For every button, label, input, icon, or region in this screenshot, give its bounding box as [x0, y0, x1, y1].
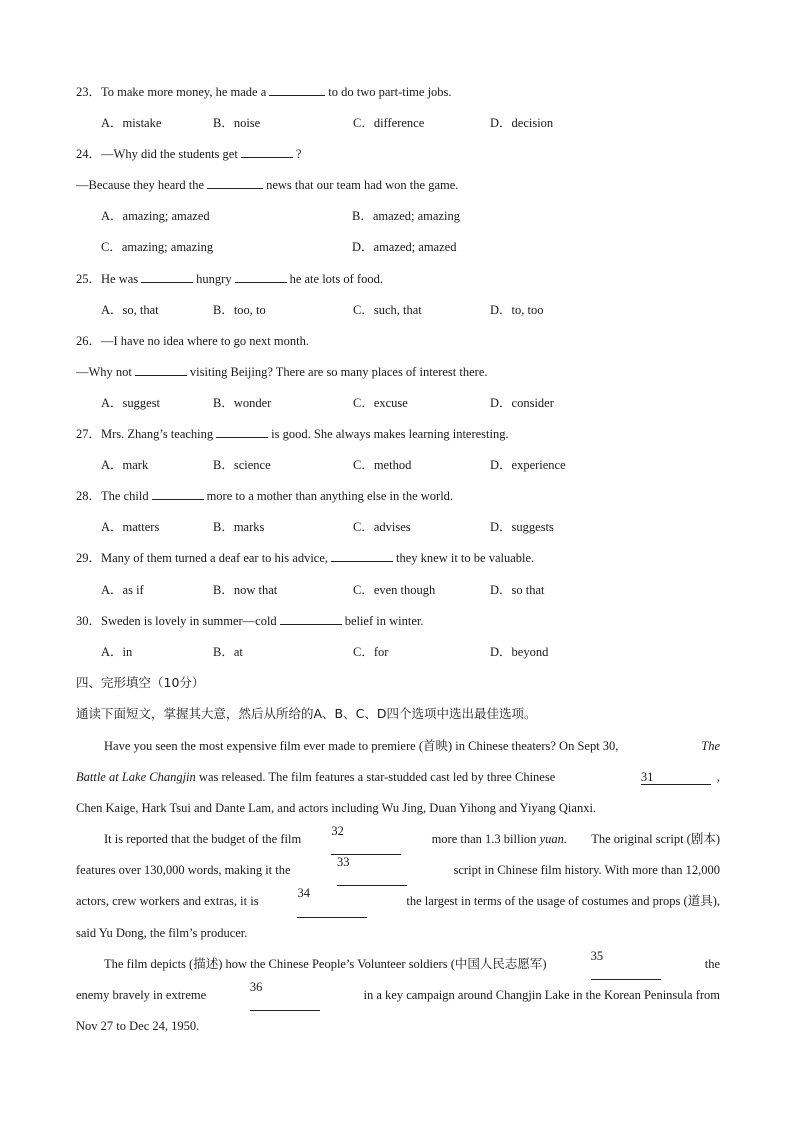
option-b: B．amazed; amazing	[352, 209, 460, 224]
question-23-options	[76, 111, 720, 142]
answer-blank	[152, 485, 204, 500]
option-a: A．mark	[101, 458, 149, 473]
question-28-stem: 28．The child more to a mother than anything else in the world.	[76, 484, 720, 515]
question-28-options	[76, 515, 720, 546]
question-24-options-row2	[76, 235, 720, 266]
section-instruction: 通读下面短文，掌握其大意，然后从所给的A、B、C、D四个选项中选出最佳选项。	[76, 705, 537, 721]
option-d: D．to, too	[490, 302, 544, 317]
option-c: C．such, that	[353, 302, 422, 317]
question-23-stem: 23．To make more money, he made a to do two part-time jobs.	[76, 80, 720, 111]
question-26-options	[76, 391, 720, 422]
option-c: C．for	[353, 644, 389, 659]
passage-line: enemy bravely in extreme 36 in a key campaign around Changjin Lake in the Korean Peninsula from	[76, 980, 720, 1011]
option-a: A．suggest	[101, 395, 161, 410]
answer-blank	[280, 610, 342, 625]
option-b: B．science	[213, 458, 271, 473]
passage-line: Chen Kaige, Hark Tsui and Dante Lam, and actors including Wu Jing, Duan Yihong and Yiyang Qianxi.	[76, 801, 597, 816]
blank-32: 32	[331, 824, 401, 855]
answer-blank	[135, 361, 187, 376]
question-26-stem: 26．—I have no idea where to go next month.	[76, 333, 309, 348]
option-b: B．noise	[213, 116, 261, 131]
question-27-options	[76, 453, 720, 484]
question-29-options	[76, 578, 720, 609]
section-title: 四、完形填空（10分）	[76, 674, 205, 690]
option-b: B．too, to	[213, 302, 266, 317]
option-d: D．consider	[490, 395, 554, 410]
question-30-options	[76, 640, 720, 671]
option-a: A．so, that	[101, 302, 159, 317]
passage-line: said Yu Dong, the film’s producer.	[76, 925, 248, 940]
passage-line: actors, crew workers and extras, it is 34 the largest in terms of the usage of costumes and props (道具),	[76, 886, 720, 917]
passage-line: It is reported that the budget of the film 32 more than 1.3 billion yuan. The original script (剧本)	[76, 824, 720, 855]
option-d: D．so that	[490, 582, 545, 597]
option-d: D．amazed; amazed	[352, 240, 457, 255]
option-a: A．in	[101, 644, 133, 659]
passage-line: The film depicts (描述) how the Chinese People’s Volunteer soldiers (中国人民志愿军) 35 the	[76, 949, 720, 980]
option-a: A．as if	[101, 582, 144, 597]
answer-blank	[235, 268, 287, 283]
answer-blank	[331, 547, 393, 562]
option-d: D．decision	[490, 116, 554, 131]
question-24-stem-line2: —Because they heard the news that our team had won the game.	[76, 173, 720, 204]
option-b: B．at	[213, 644, 243, 659]
option-b: B．marks	[213, 520, 265, 535]
question-25-stem: 25．He was hungry he ate lots of food.	[76, 267, 720, 298]
passage-line: Nov 27 to Dec 24, 1950.	[76, 1018, 200, 1033]
questions-block	[76, 80, 720, 733]
option-c: C．method	[353, 458, 412, 473]
option-d: D．suggests	[490, 520, 554, 535]
question-29-stem: 29．Many of them turned a deaf ear to his advice, they knew it to be valuable.	[76, 546, 720, 577]
answer-blank	[269, 81, 325, 96]
question-27-stem: 27．Mrs. Zhang’s teaching is good. She always makes learning interesting.	[76, 422, 720, 453]
answer-blank	[216, 423, 268, 438]
answer-blank	[141, 268, 193, 283]
passage-line: Have you seen the most expensive film ever made to premiere (首映) in Chinese theaters? On Sept 30, The	[104, 739, 720, 753]
blank-36: 36	[250, 980, 320, 1011]
question-24-options-row1	[76, 204, 720, 235]
question-26-stem-line2: —Why not visiting Beijing? There are so many places of interest there.	[76, 360, 720, 391]
option-a: A．matters	[101, 520, 160, 535]
blank-31: 31	[641, 770, 711, 785]
passage-line: Battle at Lake Changjin was released. The film features a star-studded cast led by three Chinese 31 ,	[76, 770, 720, 785]
blank-34: 34	[297, 886, 367, 917]
passage-line: features over 130,000 words, making it the 33 script in Chinese film history. With more than 12,000	[76, 855, 720, 886]
question-30-stem: 30．Sweden is lovely in summer—cold belief in winter.	[76, 609, 720, 640]
question-25-options	[76, 298, 720, 329]
option-b: B．wonder	[213, 395, 272, 410]
option-c: C．advises	[353, 520, 411, 535]
option-c: C．even though	[353, 582, 436, 597]
option-d: D．beyond	[490, 644, 549, 659]
option-d: D．experience	[490, 458, 566, 473]
blank-35: 35	[591, 949, 661, 980]
answer-blank	[207, 174, 263, 189]
answer-blank	[241, 143, 293, 158]
option-c: C．amazing; amazing	[101, 240, 214, 255]
option-a: A．mistake	[101, 116, 162, 131]
question-24-stem: 24．—Why did the students get ?	[76, 142, 720, 173]
option-b: B．now that	[213, 582, 278, 597]
blank-33: 33	[337, 855, 407, 886]
passage	[76, 731, 720, 1042]
option-c: C．difference	[353, 116, 425, 131]
option-a: A．amazing; amazed	[101, 209, 210, 224]
option-c: C．excuse	[353, 395, 408, 410]
